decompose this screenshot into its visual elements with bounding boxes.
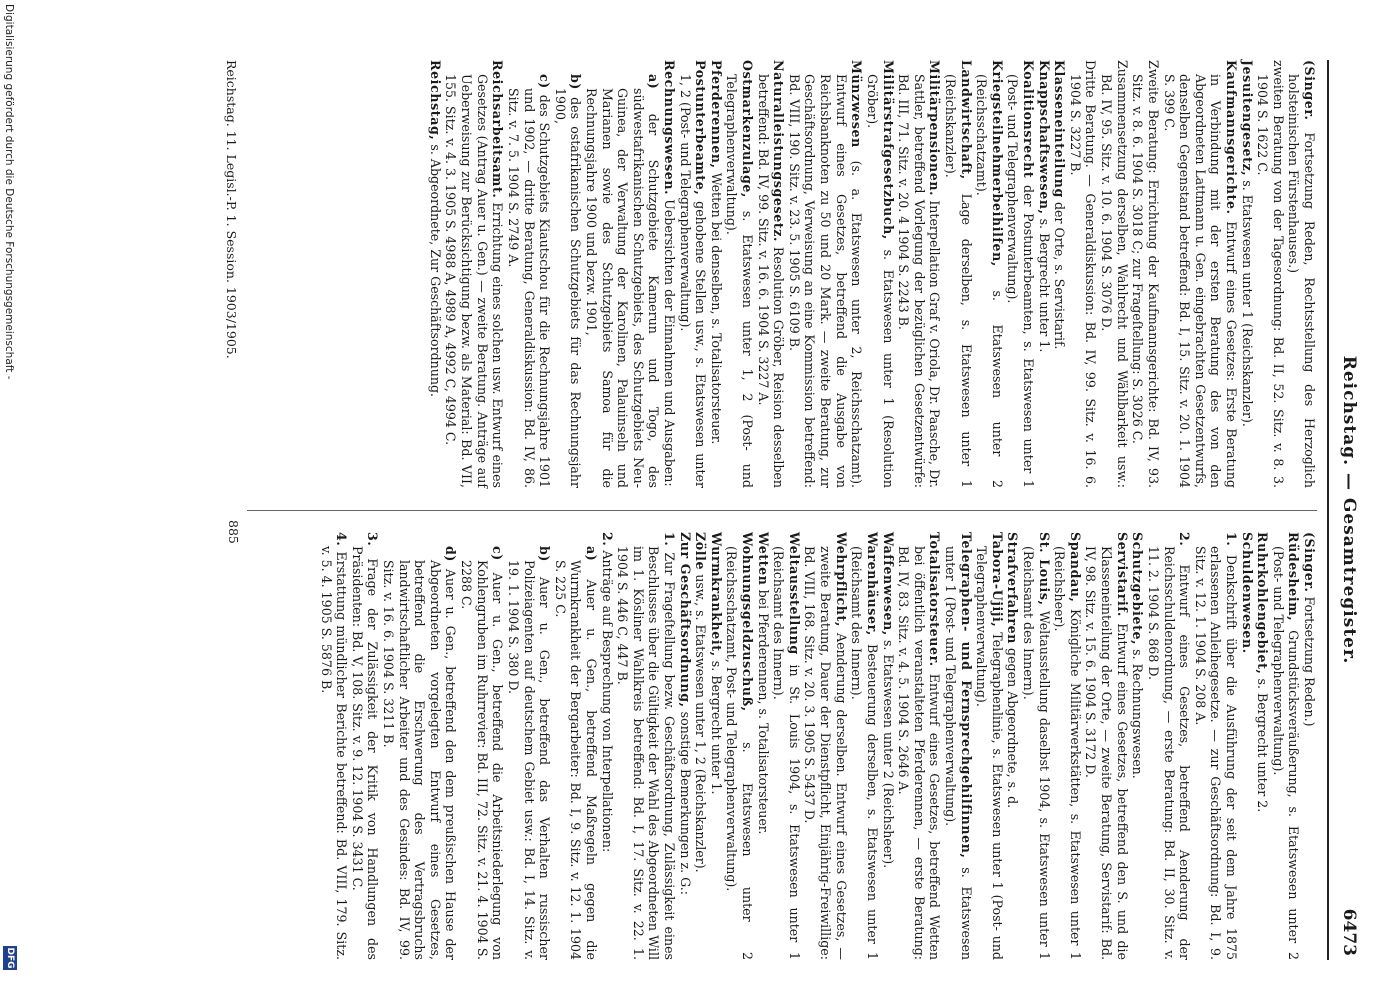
entry-keyword: Postunterbeamte, <box>693 60 709 196</box>
entry-text: Auer u. Gen., betreffend den dem preußischen Hause der Abgeordneten vorgelegten Entwurf eines Gesetzes, betreffend die Erschwerung des Vertragsbruchs landwirtschaftlicher Arbeiter und des Gesindes: Bd. IV, 99. Sitz. v. 16. 6. 1904 S. 3211 B. <box>381 560 459 960</box>
entry-text: Grundstücksveräußerung, s. Etatswesen unter 2 (Post- und Telegraphenverwaltung). <box>1270 546 1302 960</box>
entry-text: s. Abgeordnete, Zur Geschäftsordnung. <box>427 144 443 398</box>
index-entry <box>786 60 864 488</box>
index-entry <box>1255 532 1271 960</box>
index-entry <box>755 60 786 488</box>
index-entry <box>505 532 552 960</box>
index-entry <box>974 60 1005 488</box>
index-entry <box>974 532 1005 960</box>
entry-keyword: Wurmkrankheit, <box>708 532 724 657</box>
index-entry <box>615 532 677 960</box>
left-column <box>427 60 1317 488</box>
footer-left: Reichstag. 11. Legisl.-P. 1. Session. 1903/1905. <box>224 60 239 359</box>
entry-keyword: Strafverfahren <box>1005 532 1021 645</box>
entry-keyword: Landwirtschaft, <box>958 60 974 180</box>
entry-keyword: 2. <box>1177 532 1193 547</box>
index-entry <box>1130 60 1161 488</box>
index-entry <box>599 532 615 960</box>
entry-keyword: Kriegsteilnehmerbeihilfen, <box>989 60 1005 267</box>
index-entry <box>802 532 849 960</box>
entry-text: des Schutzgebiets Kiautschou für die Rechnungsjahre 1901 und 1902, — dritte Beratung, Generaldiskussion: Bd. IV, 86. Sitz. v. 7. 5. 1904 S. 2749 A. <box>505 88 553 488</box>
entry-text: Anträge auf Besprechung von Interpellationen: <box>599 550 615 853</box>
index-entry <box>1067 60 1098 488</box>
entry-keyword: Reichsarbeitsamt. <box>490 60 506 199</box>
entry-text: s. Etatswesen unter 1, 2 (Post- und Telegraphenverwaltung). <box>724 74 756 488</box>
index-entry <box>552 532 599 960</box>
index-entry <box>864 60 895 488</box>
index-entry <box>1286 60 1317 488</box>
entry-keyword: Schuldenwesen. <box>1239 532 1255 654</box>
index-entry <box>1052 60 1068 488</box>
entry-keyword: Telegraphen- und Fernsprechgehilfinnen, <box>958 532 974 859</box>
index-entry <box>677 60 708 488</box>
index-entry <box>1239 60 1255 488</box>
entry-text: gehobene Stellen usw., s. Etatswesen unter 1, 2 (Post- und Telegraphenverwaltung). <box>677 74 709 488</box>
entry-keyword: c) <box>537 74 553 89</box>
entry-text: Errichtung eines solchen usw. Entwurf eines Gesetzes (Antrag Auer u. Gen.) — zweite Beratung. Anträge auf Ueberweisung zur Berücksichtigung bezw. als Material: Bd. VII, 155. Sitz. v. 4. 3. 1905 S. 4988 A, 4989 A, 4992 C, 4994 C. <box>443 74 506 488</box>
index-entry <box>583 60 661 488</box>
entry-keyword: 3. <box>365 532 381 547</box>
index-entry <box>318 532 349 960</box>
entry-text: Frage der Zulässigkeit der Kritik von Handlungen des Präsidenten: Bd. V, 108. Sitz. v. 9. 12. 1904 S. 3431 C. <box>349 546 381 960</box>
entry-keyword: a) <box>583 546 599 562</box>
register-page <box>91 60 1371 960</box>
entry-keyword: (Singer. <box>1302 60 1317 121</box>
index-entry <box>427 60 443 488</box>
index-entry <box>849 532 880 960</box>
entry-text: Fortsetzung Reden, Rechtsstellung des Herzoglich holsteinischen Fürstenhauses.) <box>1286 74 1317 488</box>
entry-keyword: 2. <box>599 532 615 547</box>
entry-text: Erstattung mündlicher Berichte betreffend: Bd. VIII, 179. Sitz. v. 5. 4. 1905 S. 5876 B. <box>318 546 350 960</box>
entry-keyword: Warenhäuser, <box>864 532 880 636</box>
entry-text: Auer u. Gen., betreffend Maßregeln gegen die Wurmkrankheit der Bergarbeiter: Bd. I, 9. Sitz. v. 12. 1. 1904 S. 225 C. <box>552 560 599 960</box>
entry-keyword: Tabora-Ujiji, <box>989 532 1005 628</box>
entry-text: s. Bergrecht unter 1. <box>708 660 724 795</box>
entry-text: Fortsetzung Reden.) <box>1302 596 1317 727</box>
entry-keyword: Servistarif. <box>1114 532 1130 617</box>
index-entry <box>458 532 505 960</box>
entry-text: bei Pferderennen, s. Totalisatorsteuer. <box>755 589 771 835</box>
index-entry <box>724 60 755 488</box>
entry-keyword: Münzwesen <box>849 60 865 148</box>
entry-keyword: 4. <box>334 532 350 547</box>
index-entry <box>443 60 505 488</box>
page-number: 6473 <box>1339 908 1359 956</box>
entry-text: s. Etatswesen unter 2 (Reichsheer). <box>880 639 896 869</box>
entry-text: (s. a. Etatswesen unter 2, Reichsschatzamt). Entwurf eines Gesetzes, betreffend die Ausgabe von Reichsbanknoten zu 50 und 20 Mark. — zweite Beratung, zur Geschäftsordnung, Verweisung an eine Kommission betreffend: Bd. VIII, 190. Sitz. v. 23. 5. 1905 S. 6109 B. <box>786 74 865 488</box>
index-entry <box>349 532 380 960</box>
entry-text: Zusammensetzung derselben, Wahlrecht und Wählbarkeit usw.: Bd. IV, 95. Sitz. v. 10. 6. 1904 S. 3076 D. <box>1099 60 1130 488</box>
index-entry <box>1161 60 1239 488</box>
entry-text: usw., s. Etatswesen unter 1, 2 (Reichskanzler). <box>693 574 709 873</box>
entry-keyword: Totalisatorsteuer. <box>927 532 943 667</box>
entry-keyword: Waffenwesen, <box>880 532 896 636</box>
entry-text: Dritte Beratung. — Generaldiskussion: Bd. IV, 99. Sitz. v. 16. 6. 1904 S. 3227 B. <box>1067 60 1099 488</box>
index-entry <box>896 60 943 488</box>
entry-keyword: 1. <box>1223 532 1239 547</box>
index-entry <box>380 532 458 960</box>
entry-keyword: Zölle <box>693 532 709 571</box>
entry-keyword: Rechnungswesen. <box>662 60 678 196</box>
index-entry <box>942 60 973 488</box>
entry-text: Resolution Gröber, Reision desselben betreffend: Bd. IV, 99. Sitz. v. 16. 6. 1904 S. 3227 A. <box>755 74 787 488</box>
entry-text: s. Etatswesen unter 1 (Resolution Gröber). <box>864 74 896 488</box>
entry-keyword: Militärstrafgesetzbuch, <box>880 60 896 240</box>
entry-text: s. Etatswesen unter 1 (Post- und Telegraphenverwaltung). <box>942 546 974 961</box>
index-entry <box>1036 60 1052 488</box>
entry-text: Wetten bei denselben, s. Totalisatorsteuer. <box>708 172 724 445</box>
entry-text: Lage derselben, s. Etatswesen unter 1 (Reichskanzler). <box>942 74 974 488</box>
entry-text: Zur Frageſtellung bezw. Geschäftsordnung, Zulässigkeit eines Beschlusses über die Gültigkeit der Wahl des Abgeordneten Will im 1. Kösliner Wahlkreis betreffend: Bd. I, 17. Sitz. v. 22. 1. 1904 S. 446 C, 447 B. <box>615 546 678 960</box>
index-entry <box>661 60 677 488</box>
entry-text: der Orte, s. Servistarif. <box>1052 201 1068 350</box>
entry-text: Entwurf eines Gesetzes, betreffend Wetten bei öffentlich veranstalteten Pferderennen, — erste Beratung: Bd. IV, 83. Sitz. v. 4. 5. 1904 S. 2646 A. <box>896 546 943 960</box>
entry-text: s. Etatswesen unter 2 (Reichsschatzamt). <box>974 74 1005 488</box>
entry-text: der Postunterbeamten, s. Etatswesen unter 1 (Post- und Telegraphenverwaltung). <box>1005 74 1037 488</box>
entry-keyword: Rüdesheim, <box>1286 532 1302 622</box>
index-entry <box>1052 532 1083 960</box>
header-rule <box>1327 60 1329 960</box>
index-entry <box>942 532 973 960</box>
entry-keyword: Wohnungsgeldzuschuß, <box>740 532 756 712</box>
column-divider <box>247 510 1317 511</box>
index-entry <box>693 532 709 960</box>
page-title: Reichstag. — Gesamtregister. <box>1339 355 1359 665</box>
entry-text: gegen Abgeordnete, s. d. <box>1005 648 1021 809</box>
entry-text: Zweite Beratung: Errichtung der Kaufmannsgerichte: Bd. IV, 93. Sitz. v. 8. 6. 1904 S. 3018 C; zur Frageſtellung: S. 3026 C. <box>1130 60 1161 488</box>
entry-keyword: Pferderennen, <box>708 60 724 169</box>
footer-mark: 885 <box>226 520 241 544</box>
entry-keyword: Weltausstellung <box>786 532 802 655</box>
entry-keyword: Zur Geschäftsordnung, <box>677 532 693 708</box>
entry-keyword: Schutzgebiete, <box>1130 532 1146 646</box>
entry-text: der Schutzgebiete Kamerun und Togo, des südwestafrikanischen Schutzgebiets, des Schutzgebiets Neu-Guinea, der Verwaltung der Karolinen, Palauinseln und Marianen sowie des Schutzgebiets Samoa für die Rechnungsjahre 1900 und bezw. 1901, <box>583 88 662 488</box>
entry-keyword: Kaufmannsgerichte. <box>1223 60 1239 215</box>
index-entry <box>1239 532 1255 960</box>
index-entry <box>1301 532 1317 960</box>
entry-text: des ostafrikanischen Schutzgebiets für das Rechnungsjahr 1900, <box>552 88 584 488</box>
entry-keyword: (Singer. <box>1302 532 1317 593</box>
entry-text: Königliche Militärwerkstätten, s. Etatswesen unter 1 (Reichsheer). <box>1052 546 1083 960</box>
index-entry <box>1255 60 1286 488</box>
entry-keyword: c) <box>490 546 506 561</box>
dfg-logo: DFG <box>5 947 15 969</box>
entry-text: Telegraphenlinie, s. Etatswesen unter 1 (Post- und Telegraphenverwaltung). <box>974 546 1005 960</box>
entry-text: Besteuerung derselben, s. Etatswesen unter 1 (Reichsamt des Innern). <box>849 546 880 960</box>
index-entry <box>896 532 943 960</box>
entry-keyword: Ruhrkohlengebiet, <box>1255 532 1271 675</box>
entry-keyword: a) <box>646 74 662 90</box>
entry-text: zweiten Beratung von der Tagesordnung: Bd. II, 52. Sitz. v. 8. 3. 1904 S. 1622 C. <box>1255 60 1286 488</box>
index-entry <box>505 60 552 488</box>
entry-keyword: Koalitionsrecht <box>1021 60 1037 179</box>
entry-keyword: Wetten <box>755 532 771 586</box>
index-entry <box>708 60 724 488</box>
index-entry <box>552 60 583 488</box>
entry-text: Uebersichten der Einnahmen und Ausgaben: <box>662 199 678 487</box>
entry-text: s. Etatswesen unter 2 (Reichsschatzamt, Post- und Telegraphenverwaltung). <box>724 546 756 960</box>
entry-keyword: Jesuitengesetz, <box>1239 60 1255 177</box>
index-entry <box>1005 532 1021 960</box>
entry-keyword: Wehrpflicht, <box>833 532 849 627</box>
digitization-note: Digitalisierung gefördert durch die Deutsche Forschungsgemeinschaft - <box>3 4 15 380</box>
index-entry <box>1192 532 1239 960</box>
entry-text: s. Bergrecht unter 1. <box>1036 218 1052 353</box>
index-entry <box>1145 532 1192 960</box>
index-entry <box>1020 532 1051 960</box>
entry-text: sonstige Bemerkungen z. G.: <box>677 711 693 895</box>
entry-text: Interpellation Graf v. Oriola, Dr. Paasche, Dr. Sattler, betreffend Vorlegung der bezüglichen Gesetzentwürfe: Bd. III, 71. Sitz. v. 20. 4 1904 S. 2243 B. <box>896 74 943 488</box>
index-entry <box>755 532 771 960</box>
index-entry <box>1130 532 1146 960</box>
entry-text: s. Etatswesen unter 1 (Reichskanzler). <box>1239 180 1255 427</box>
entry-keyword: b) <box>537 546 553 562</box>
entry-keyword: Reichstag, <box>427 60 443 141</box>
right-column <box>318 532 1317 960</box>
entry-keyword: St. Louis, <box>1036 532 1052 606</box>
entry-text: Entwurf eines Gesetzes: Erste Beratung in Verbindung mit der ersten Beratung des von den Abgeordneten Lattmann u. Gen. eingebrachten Gesetzentwurfs, denselben Gegenstand betreffend: Bd. I, 15. Sitz. v. 20. 1. 1904 S. 399 C. <box>1161 74 1239 488</box>
entry-keyword: Naturalleistungsgesetz. <box>771 60 787 242</box>
entry-keyword: d) <box>443 546 459 562</box>
entry-keyword: 1. <box>662 532 678 547</box>
entry-text: Auer u. Gen., betreffend das Verhalten russischer Polizeiagenten auf deutschem Gebiet usw.: Bd. I, 14. Sitz. v. 19. 1. 1904 S. 380 D. <box>505 560 553 960</box>
entry-text: s. Rechnungswesen. <box>1130 649 1146 779</box>
index-entry <box>1098 60 1129 488</box>
entry-text: Entwurf eines Gesetzes, betreffend Aenderung der Reichsschuldenordnung, — erste Beratung: Bd. II, 30. Sitz. v. 11. 2. 1904 S. 868 D. <box>1145 546 1193 960</box>
entry-text: Aenderung derselben. Entwurf eines Gesetzes, — zweite Beratung, Dauer der Dienstpflicht, Einjährig-Freiwillige: Bd. VIII, 168. Sitz. v. 20. 3. 1905 S. 5437 D. <box>802 546 849 960</box>
index-entry <box>708 532 724 960</box>
entry-text: Auer u. Gen., betreffend die Arbeitsniederlegung von Kohlengruben im Ruhrrevier: Bd. III, 72. Sitz. v. 21. 4. 1904 S. 2288 C. <box>459 560 506 960</box>
entry-text: in St. Louis 1904, s. Etatswesen unter 1 (Reichsamt des Innern). <box>771 546 802 960</box>
entry-keyword: Spandau, <box>1067 532 1083 603</box>
entry-keyword: Knappschaftswesen, <box>1036 60 1052 215</box>
running-head <box>1331 60 1371 960</box>
index-entry <box>1005 60 1036 488</box>
index-entry <box>1083 532 1130 960</box>
index-entry <box>880 532 896 960</box>
entry-keyword: Klasseneinteilung <box>1052 60 1068 198</box>
entry-keyword: Ostmarkenzulage, <box>740 60 756 198</box>
index-entry <box>771 532 802 960</box>
entry-text: s. Bergrecht unter 2. <box>1255 678 1271 813</box>
entry-text: Denkschrift über die Ausführung der seit dem Jahre 1875 erlassenen Anleihegesetze. — zur Geschäftsordnung: Bd. I, 9. Sitz. v. 12. 1. 1904 S. 208 A. <box>1192 546 1239 960</box>
index-entry <box>1270 532 1301 960</box>
index-entry <box>724 532 755 960</box>
entry-text: Weltausstellung daselbst 1904, s. Etatswesen unter 1 (Reichsamt des Innern). <box>1021 546 1052 960</box>
index-entry <box>677 532 693 960</box>
entry-keyword: b) <box>568 74 584 90</box>
entry-text: Entwurf eines Gesetzes, betreffend den S. und die Klasseneinteilung der Orte, — zweite Beratung, Servistarif: Bd. IV, 98. Sitz. v. 15. 6. 1904 S. 3172 D. <box>1083 546 1130 960</box>
entry-keyword: Militärpensionen. <box>927 60 943 197</box>
